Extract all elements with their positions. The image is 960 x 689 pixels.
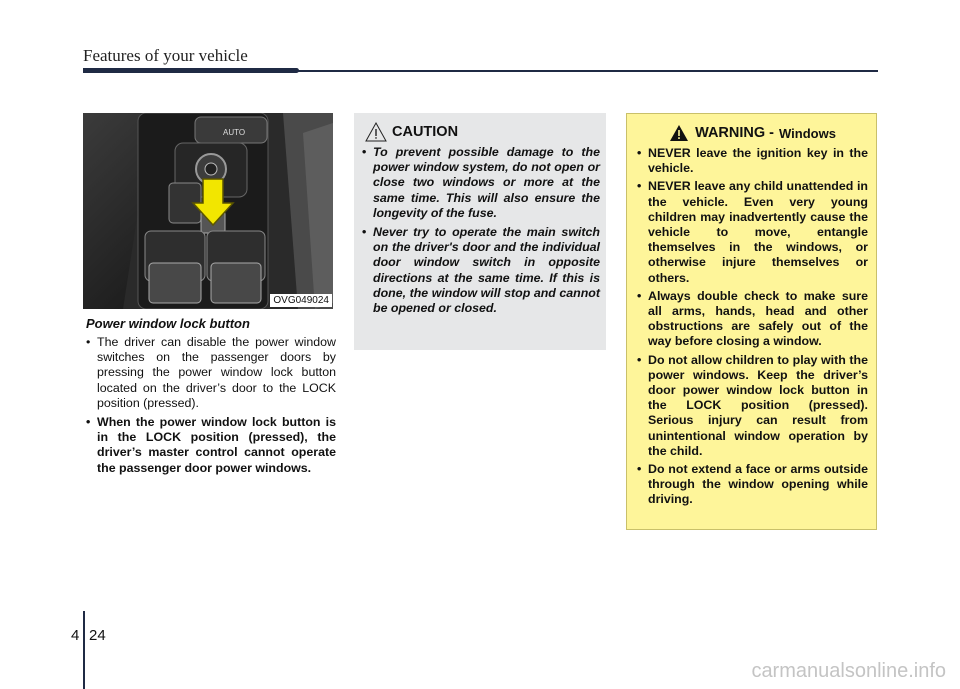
warning-subtitle: Windows [779,125,836,141]
lock-button-description [86,335,336,480]
power-window-switch-photo [83,113,333,309]
warning-list [637,146,868,508]
list-item: • Never try to operate the main switch on the driver's door and the individual door window switch in opposite directions at the same time. If this is done, the window will stop and cannot be opened or closed. [362,225,600,316]
caution-title: CAUTION [392,124,459,140]
list-item: • The driver can disable the power window switches on the passenger doors by pressing the power window lock button located on the driver’s door to the LOCK position (pressed). [86,335,336,411]
list-item: • Do not allow children to play with the power windows. Keep the driver’s door power window lock button in the LOCK position (pressed). Serious injury can result from unintentional window operation by the child. [637,353,868,459]
figure-caption: Power window lock button [86,316,250,331]
warning-triangle-icon [669,124,689,142]
caution-header [364,121,600,143]
watermark: carmanualsonline.info [751,660,946,682]
header-rule-accent [83,68,299,73]
list-item: • Do not extend a face or arms outside through the window opening while driving. [637,462,868,508]
caution-triangle-icon [364,121,388,143]
chapter-number: 4 [71,627,80,644]
warning-title: WARNING - [695,125,774,141]
warning-box [626,113,877,530]
list-item: • To prevent possible damage to the power window system, do not open or close two windows or more at the same time. This will also ensure the longevity of the fuse. [362,145,600,221]
caution-list [362,145,600,316]
caution-box [354,113,606,350]
footer-rule [83,611,85,689]
list-item: • Always double check to make sure all arms, hands, head and other obstructions are safely out of the way before closing a window. [637,289,868,350]
warning-header [637,122,868,144]
figure-code: OVG049024 [270,294,332,307]
list-item: • When the power window lock button is in the LOCK position (pressed), the driver’s master control cannot operate the passenger door power windows. [86,415,336,476]
page-section-title: Features of your vehicle [83,46,248,65]
page-number: 24 [89,627,106,644]
list-item: • NEVER leave any child unattended in the vehicle. Even very young children may inadvertently cause the vehicle to move, entangle themselves in the windows, or otherwise injure themselves or others. [637,179,868,285]
auto-label: AUTO [223,128,246,137]
list-item: • NEVER leave the ignition key in the vehicle. [637,146,868,176]
switch-panel-illustration [83,113,333,309]
